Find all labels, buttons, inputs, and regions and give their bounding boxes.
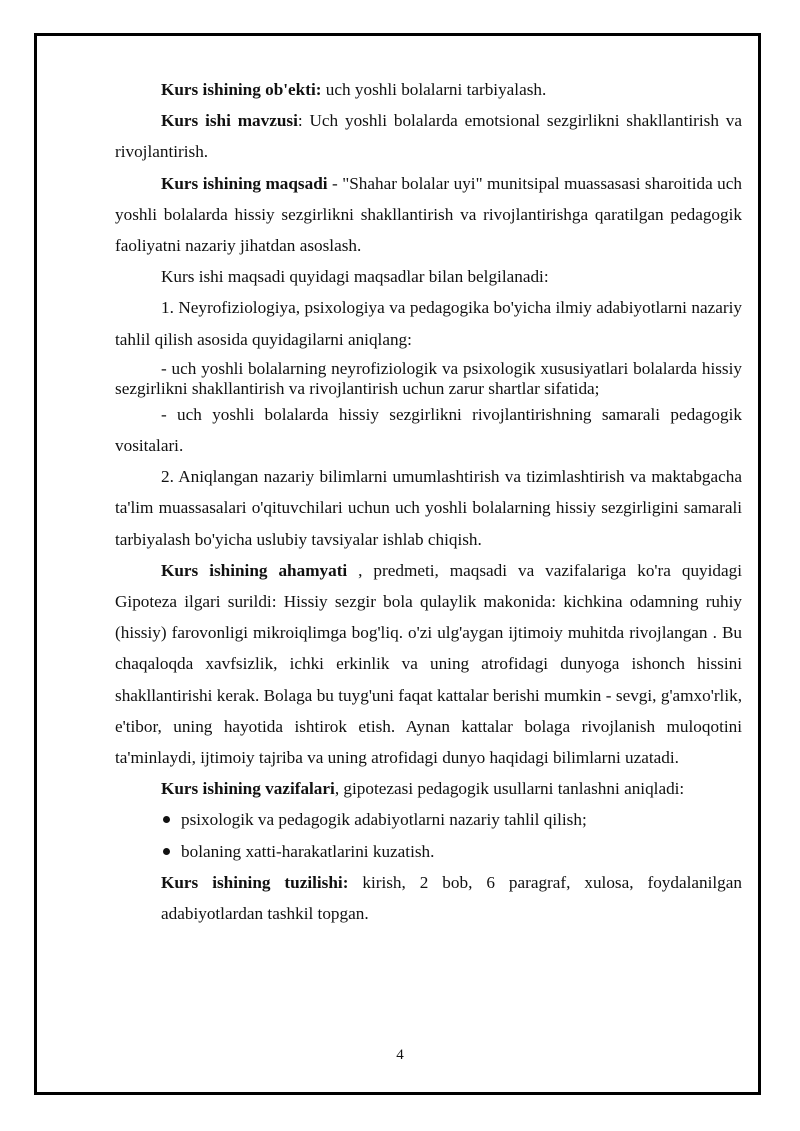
- bullet-text: bolaning xatti-harakatlarini kuzatish.: [181, 841, 435, 861]
- paragraph-goal-intro: Kurs ishi maqsadi quyidagi maqsadlar bilan belgilanadi:: [161, 267, 549, 287]
- paragraph-dash-2: - uch yoshli bolalarda hissiy sezgirlikni rivojlantirishning samarali pedagogik vositalari.: [115, 404, 742, 456]
- bullet-text: psixologik va pedagogik adabiyotlarni nazariy tahlil qilish;: [181, 810, 587, 830]
- paragraph-task-2: 2. Aniqlangan nazariy bilimlarni umumlashtirish va tizimlashtirish va maktabgacha ta'lim muassasalari o'qituvchilari uchun uch yoshli bolalarning hissiy sezgirligini samarali tarbiyalash bo'yicha uslubiy tavsiyalar ishlab chiqish.: [115, 467, 742, 549]
- paragraph-topic: [115, 105, 742, 167]
- label-significance: Kurs ishining ahamyati: [161, 560, 348, 580]
- bullet-item: [115, 804, 742, 835]
- text-goal: - "Shahar bolalar uyi" munitsipal muassasasi sharoitida uch yoshli bolalarda hissiy sezgirlikni shakllantirish va rivojlantirishga qaratilgan pedagogik faoliyatni nazariy jihatdan asoslash.: [115, 173, 742, 256]
- page-number: 4: [396, 1047, 404, 1063]
- text-structure: kirish, 2 bob, 6 paragraf, xulosa, foydalanilgan adabiyotlardan tashkil topgan.: [161, 872, 742, 924]
- paragraph-dash-1: - uch yoshli bolalarning neyrofiziologik va psixologik xususiyatlari bolalarda hissiy sezgirlikni shakllantirish va rivojlantirish uchun zarur shartlar sifatida;: [115, 358, 742, 398]
- paragraph-object: [115, 74, 742, 105]
- label-object: Kurs ishining ob'ekti:: [161, 80, 322, 99]
- text-tasks: , gipotezasi pedagogik usullarni tanlashni aniqladi:: [334, 779, 685, 799]
- text-object: uch yoshli bolalarni tarbiyalash.: [321, 80, 547, 99]
- paragraph-tasks: [115, 773, 742, 804]
- label-tasks: Kurs ishining vazifalari: [161, 779, 335, 799]
- text-significance: , predmeti, maqsadi va vazifalariga ko'ra quyidagi Gipoteza ilgari surildi: Hissiy sezgir bola qulaylik makonida: kichkina odamning ruhiy (hissiy) farovonligi mikroiqlimga bog'liq. o'zi ulg'aygan ijtimoiy muhitda rivojlangan . Bu chaqaloqda xavfsizlik, ichki erkinlik va uning atrofidagi dunyoga ishonch hissini shakllantirishi kerak. Bolaga bu tuyg'uni faqat kattalar berishi mumkin - sevgi, g'amxo'rlik, e'tibor, uning hayotida ishtirok etish. Aynan kattalar bolaga rivojlanish muloqotini ta'minlaydi, ijtimoiy tajriba va uning atrofidagi dunyo haqidagi bilimlarni uzatadi.: [115, 560, 742, 768]
- bullet-icon: [163, 816, 170, 823]
- document-body: [115, 74, 742, 929]
- text-topic: : Uch yoshli bolalarda emotsional sezgirlikni shakllantirish va rivojlantirish.: [115, 111, 742, 162]
- paragraph-task-1: 1. Neyrofiziologiya, psixologiya va pedagogika bo'yicha ilmiy adabiyotlarni nazariy tahlil qilish asosida quyidagilarni aniqlang:: [115, 298, 742, 349]
- label-goal: Kurs ishining maqsadi: [161, 173, 328, 193]
- bullet-icon: [163, 848, 170, 855]
- paragraph-goal: [115, 168, 742, 262]
- bullet-item: [115, 836, 742, 867]
- paragraph-structure: [115, 867, 742, 929]
- paragraph-significance: [115, 555, 742, 773]
- label-structure: Kurs ishining tuzilishi:: [161, 872, 349, 892]
- label-topic: Kurs ishi mavzusi: [161, 111, 298, 131]
